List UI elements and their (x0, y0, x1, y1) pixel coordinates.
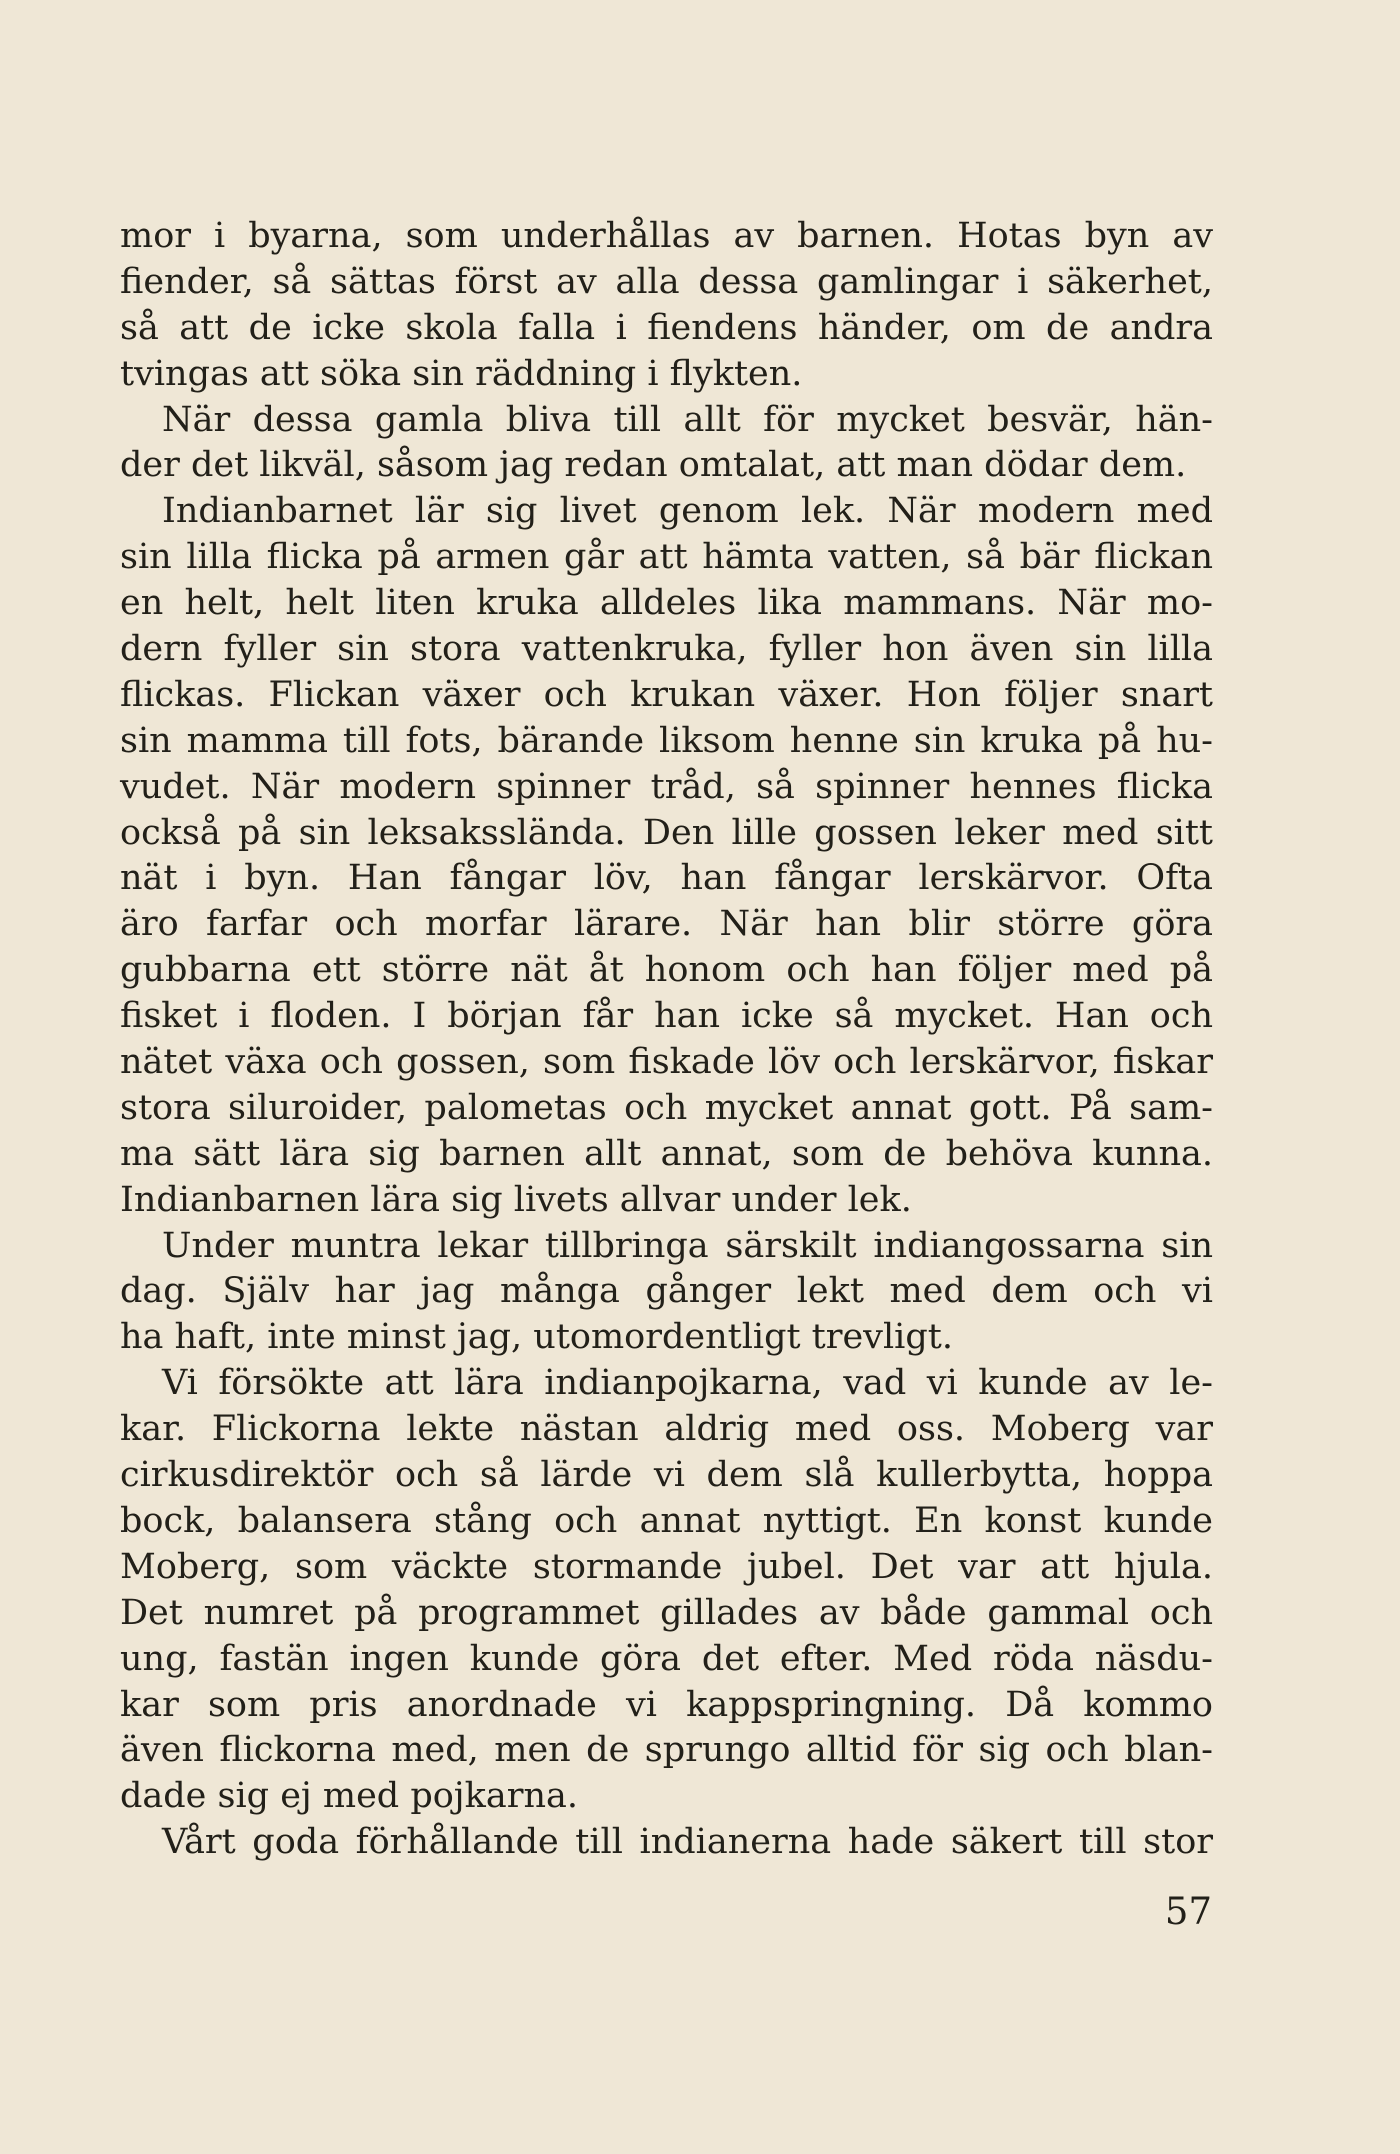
text-line: gubbarna ett större nät åt honom och han följer med på (120, 950, 1213, 991)
text-line: även flickorna med, men de sprungo alltid för sig och blan- (120, 1730, 1213, 1771)
text-line: nätet växa och gossen, som fiskade löv och lerskärvor, fiskar (120, 1042, 1213, 1083)
text-line: vudet. När modern spinner tråd, så spinner hennes flicka (120, 766, 1213, 807)
text-line: ung, fastän ingen kunde göra det efter. Med röda näsdu- (120, 1638, 1213, 1679)
text-line: der det likväl, såsom jag redan omtalat, att man dödar dem. (120, 445, 1187, 486)
text-line: mor i byarna, som underhållas av barnen. Hotas byn av (120, 216, 1213, 256)
text-line: Vårt goda förhållande till indianerna hade säkert till stor (162, 1822, 1213, 1863)
text-line: ma sätt lära sig barnen allt annat, som de behöva kunna. (120, 1133, 1213, 1174)
text-line: Indianbarnet lär sig livet genom lek. När modern med (162, 491, 1213, 532)
text-line: så att de icke skola falla i fiendens händer, om de andra (120, 307, 1213, 348)
text-line: fiender, så sättas först av alla dessa gamlingar i säkerhet, (120, 261, 1213, 302)
text-line: cirkusdirektör och så lärde vi dem slå kullerbytta, hoppa (120, 1455, 1213, 1496)
text-line: sin lilla flicka på armen går att hämta vatten, så bär flickan (120, 537, 1213, 578)
text-line: också på sin leksakssländа. Den lille gossen leker med sitt (120, 812, 1213, 853)
text-line: dade sig ej med pojkarna. (120, 1776, 578, 1817)
text-line: tvingas att söka sin räddning i flykten. (120, 353, 803, 394)
body-text (120, 214, 1213, 1866)
text-line: Vi försökte att lära indianpojkarna, vad vi kunde av le- (162, 1363, 1213, 1404)
text-line: fisket i floden. I början får han icke så mycket. Han och (120, 996, 1213, 1037)
text-line: en helt, helt liten kruka alldeles lika mammans. När mo- (120, 583, 1213, 624)
text-line: nät i byn. Han fångar löv, han fångar lerskärvor. Ofta (120, 858, 1213, 899)
text-line: dag. Själv har jag många gånger lekt med dem och vi (120, 1271, 1213, 1312)
page-number: 57 (1164, 1890, 1212, 1933)
text-line: Indianbarnen lära sig livets allvar under lek. (120, 1179, 912, 1220)
text-line: äro farfar och morfar lärare. När han blir större göra (120, 904, 1213, 945)
text-line: ha haft, inte minst jag, utomordentligt trevligt. (120, 1317, 953, 1358)
text-line: Under muntra lekar tillbringa särskilt indiangossarna sin (162, 1225, 1213, 1266)
text-line: kar. Flickorna lekte nästan aldrig med oss. Moberg var (120, 1409, 1213, 1450)
text-line: dern fyller sin stora vattenkruka, fyller hon även sin lilla (120, 629, 1213, 670)
text-line: sin mamma till fots, bärande liksom henne sin kruka på hu- (120, 720, 1213, 761)
text-line: kar som pris anordnade vi kappspringning. Då kommo (120, 1684, 1213, 1725)
text-line: bock, balansera stång och annat nyttigt. En konst kunde (120, 1500, 1213, 1541)
text-line: När dessa gamla bliva till allt för mycket besvär, hän- (162, 399, 1213, 440)
text-line: Moberg, som väckte stormande jubel. Det var att hjula. (120, 1546, 1213, 1587)
text-line: stora siluroider, palometas och mycket annat gott. På sam- (120, 1087, 1213, 1128)
text-line: flickas. Flickan växer och krukan växer. Hon följer snart (120, 674, 1213, 715)
text-line: Det numret på programmet gillades av både gammal och (120, 1592, 1213, 1633)
